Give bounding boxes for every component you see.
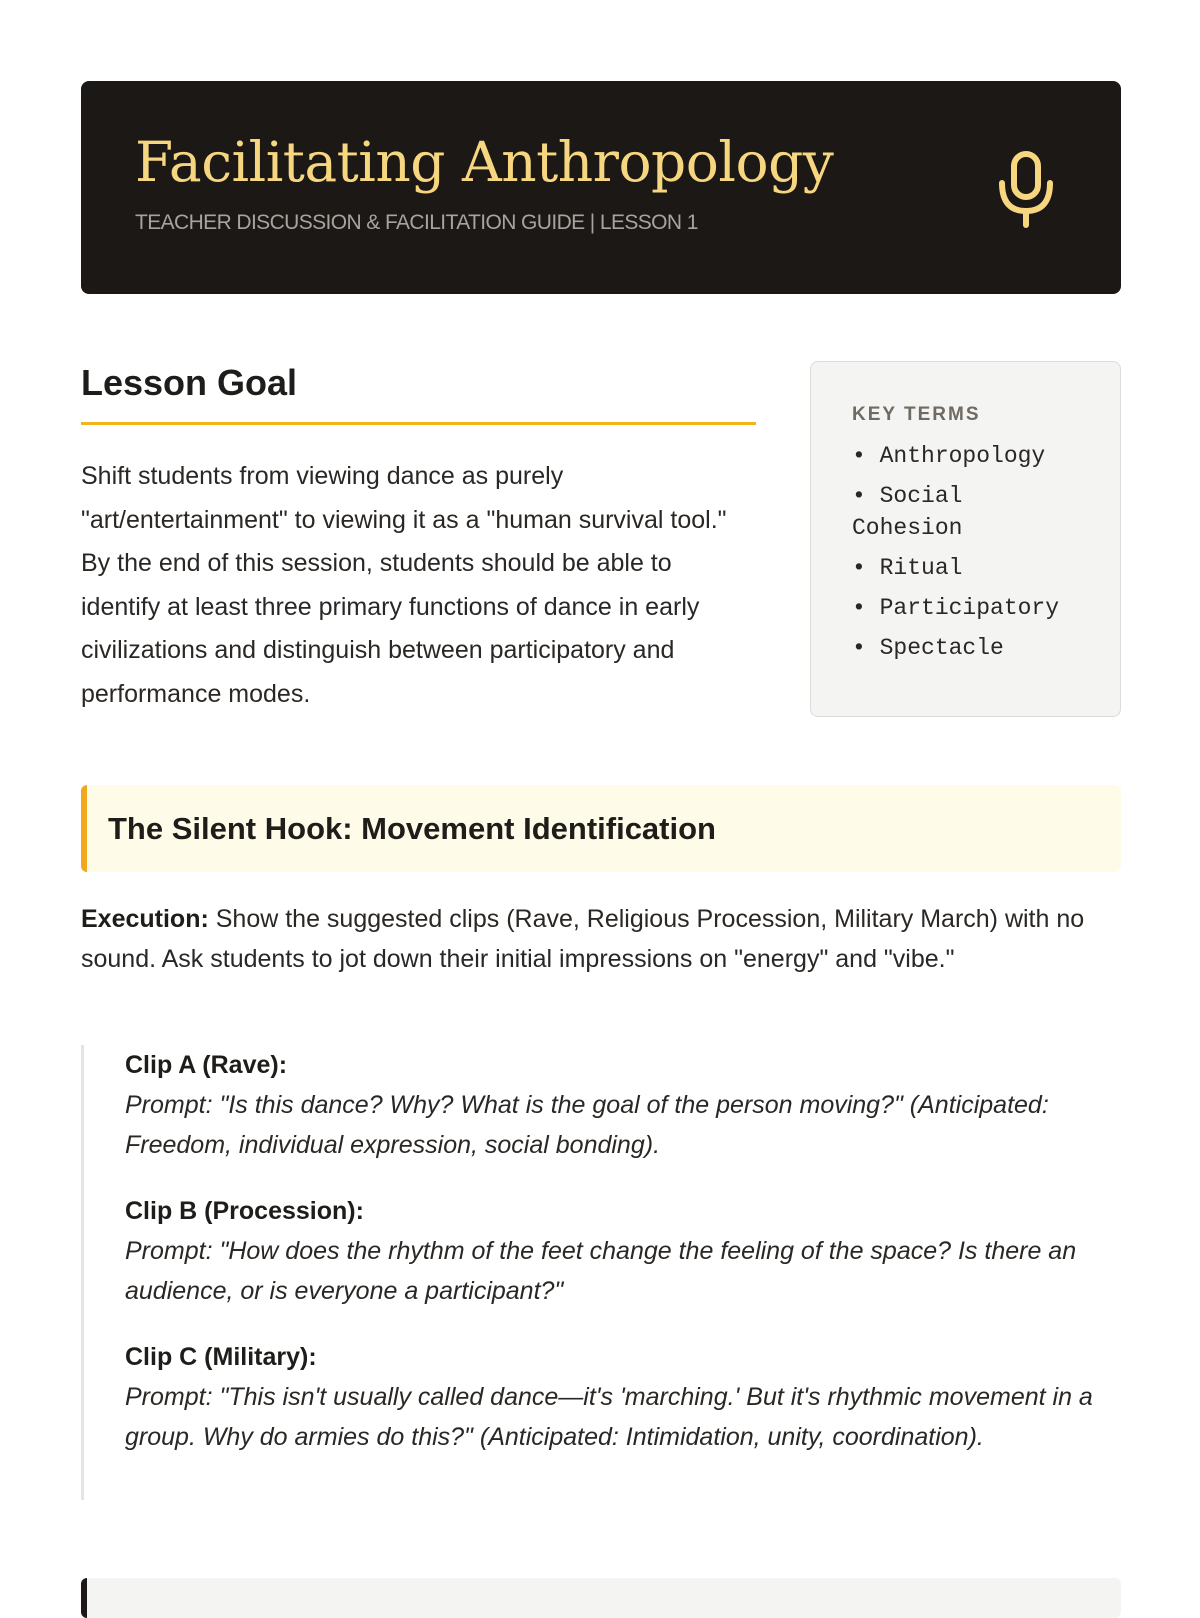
key-term-item: • Ritual [852,555,963,581]
clip-prompt: Prompt: "How does the rhythm of the feet change the feeling of the space? Is there an audience, or is everyone a participant?" [125,1237,1077,1305]
clip-prompt: Prompt: "This isn't usually called dance—it's 'marching.' But it's rhythmic movement in a group. Why do armies do this?" (Anticipated: Intimidation, unity, coordination). [125,1383,1093,1451]
guide-header [81,81,1121,294]
clip-title: Clip B (Procession): [125,1197,364,1225]
microphone-icon [995,149,1057,229]
hook-callout [81,785,1121,872]
lesson-goal-heading: Lesson Goal [81,362,756,425]
clip-title: Clip C (Military): [125,1343,317,1371]
next-section-callout [81,1578,1121,1618]
clip-item [125,1191,1126,1311]
clip-item [125,1337,1126,1457]
clip-title: Clip A (Rave): [125,1051,288,1079]
key-term-item: • Participatory [852,595,1060,621]
clip-item [125,1045,1126,1165]
key-terms-heading: KEY TERMS [852,404,981,425]
key-terms-box [810,361,1121,717]
page-subtitle: TEACHER DISCUSSION & FACILITATION GUIDE | LESSON 1 [135,211,698,234]
key-term-item: • Anthropology [852,443,1046,469]
lesson-goal-text: Shift students from viewing dance as purely "art/entertainment" to viewing it as a "human survival tool." By the end of this session, students should be able to identify at least three primary functions of dance in early civilizations and distinguish between participatory and performance modes. [81,462,727,708]
execution-paragraph [81,899,1126,979]
key-term-item: • Spectacle [852,635,1004,661]
execution-label: Execution: [81,905,209,933]
execution-text: Show the suggested clips (Rave, Religious Procession, Military March) with no sound. Ask students to jot down their initial impressions on "energy" and "vibe." [81,905,1085,973]
page-title: Facilitating Anthropology [135,130,834,194]
clips-list [81,1045,1126,1500]
key-term-item: • Social Cohesion [852,483,963,541]
lesson-goal-section [81,362,756,716]
hook-heading: The Silent Hook: Movement Identification [108,811,716,846]
clip-prompt: Prompt: "Is this dance? Why? What is the goal of the person moving?" (Anticipated: Freedom, individual expression, social bonding). [125,1091,1049,1159]
key-terms-list [852,440,1080,664]
